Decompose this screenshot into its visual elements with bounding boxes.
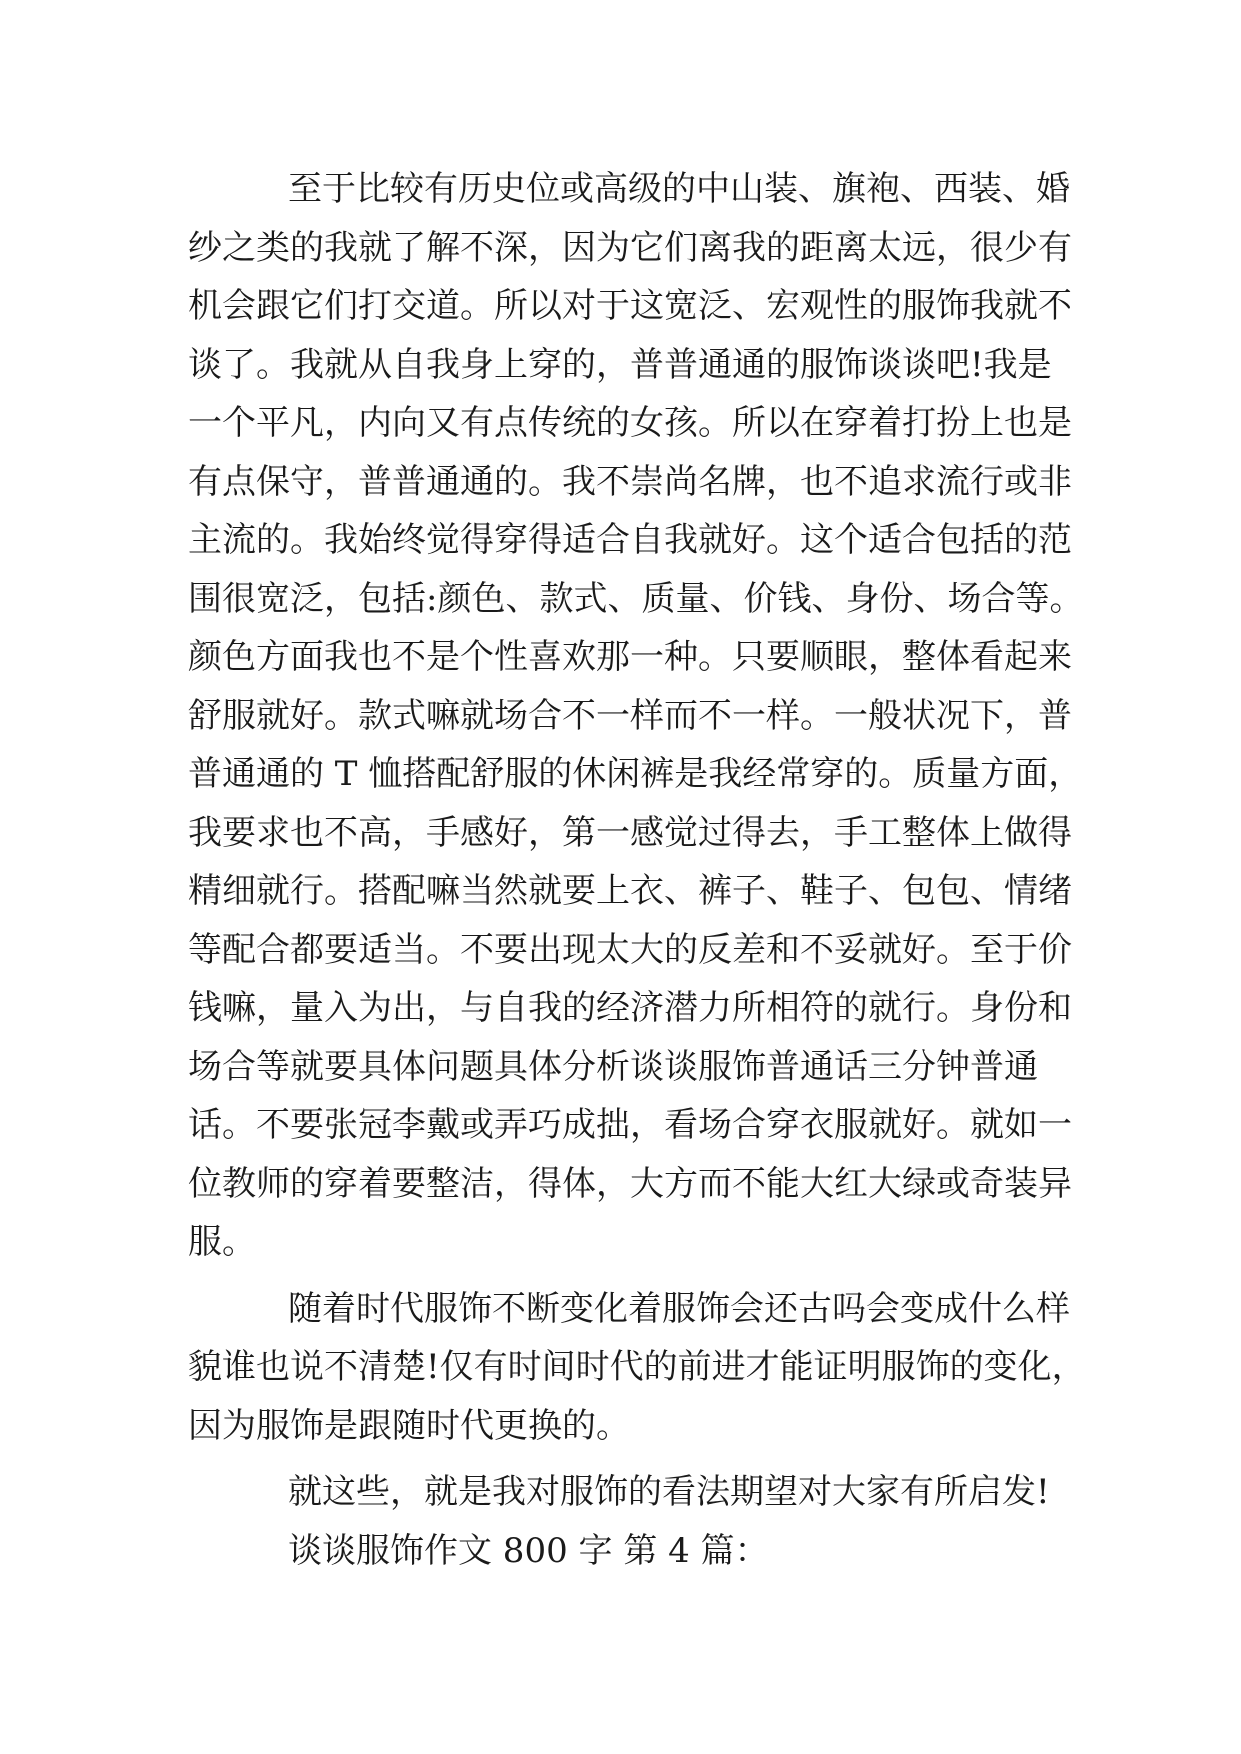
paragraph-line: 钱嘛，量入为出，与自我的经济潜力所相符的就行。身份和	[188, 988, 1072, 1028]
paragraph-3	[188, 1463, 1054, 1522]
paragraph-line: 纱之类的我就了解不深，因为它们离我的距离太远，很少有	[188, 227, 1072, 268]
section-heading-text: 谈谈服饰作文 800 字 第 4 篇：	[288, 1530, 769, 1571]
paragraph-line: 谈了。我就从自我身上穿的，普普通通的服饰谈谈吧!我是	[188, 344, 1052, 385]
paragraph-line: 场合等就要具体问题具体分析谈谈服饰普通话三分钟普通	[188, 1046, 1038, 1087]
document-body	[188, 160, 1086, 1580]
paragraph-line: 就这些，就是我对服饰的看法期望对大家有所启发!	[288, 1472, 1050, 1512]
section-heading	[188, 1522, 1054, 1581]
paragraph-line: 话。不要张冠李戴或弄巧成拙，看场合穿衣服就好。就如一	[188, 1105, 1072, 1145]
paragraph-line: 机会跟它们打交道。所以对于这宽泛、宏观性的服饰我就不	[188, 286, 1072, 326]
paragraph-line: 位教师的穿着要整洁，得体，大方而不能大红大绿或奇装异	[188, 1163, 1072, 1204]
paragraph-line: 服。	[188, 1222, 256, 1262]
paragraph-line: 我要求也不高，手感好，第一感觉过得去，手工整体上做得	[188, 812, 1072, 853]
paragraph-line: 因为服饰是跟随时代更换的。	[188, 1405, 630, 1446]
paragraph-2	[188, 1280, 1086, 1456]
paragraph-line: 围很宽泛，包括:颜色、款式、质量、价钱、身份、场合等。	[188, 578, 1084, 619]
paragraph-line: 有点保守，普普通通的。我不崇尚名牌，也不追求流行或非	[188, 461, 1072, 502]
paragraph-line: 颜色方面我也不是个性喜欢那一种。只要顺眼，整体看起来	[188, 637, 1072, 677]
paragraph-line: 至于比较有历史位或高级的中山装、旗袍、西装、婚	[288, 169, 1070, 209]
paragraph-line: 貌谁也说不清楚!仅有时间时代的前进才能证明服饰的变化，	[188, 1347, 1086, 1387]
paragraph-line: 一个平凡，内向又有点传统的女孩。所以在穿着打扮上也是	[188, 403, 1072, 443]
paragraph-line: 普通通的 T 恤搭配舒服的休闲裤是我经常穿的。质量方面，	[188, 754, 1083, 794]
paragraph-line: 随着时代服饰不断变化着服饰会还古吗会变成什么样	[288, 1288, 1070, 1329]
paragraph-line: 精细就行。搭配嘛当然就要上衣、裤子、鞋子、包包、情绪	[188, 871, 1072, 911]
paragraph-line: 舒服就好。款式嘛就场合不一样而不一样。一般状况下，普	[188, 695, 1072, 736]
paragraph-line: 等配合都要适当。不要出现太大的反差和不妥就好。至于价	[188, 929, 1072, 970]
paragraph-1	[188, 160, 1084, 1272]
paragraph-line: 主流的。我始终觉得穿得适合自我就好。这个适合包括的范	[188, 520, 1072, 560]
